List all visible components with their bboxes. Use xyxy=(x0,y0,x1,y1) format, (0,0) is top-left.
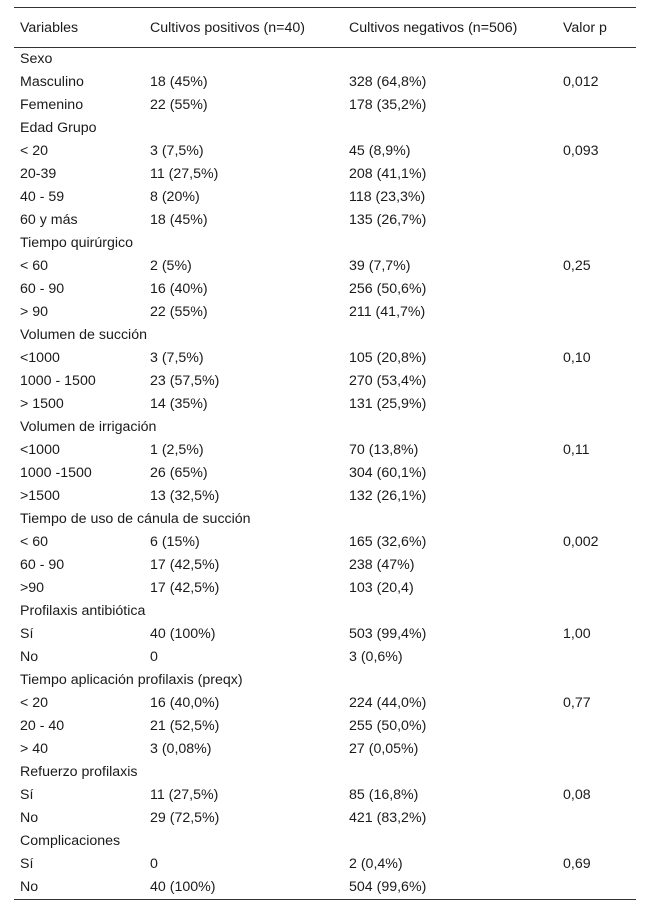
positivos-cell: 0 xyxy=(150,856,158,872)
table-row xyxy=(14,738,636,761)
positivos-cell: 13 (32,5%) xyxy=(150,488,220,504)
positivos-cell: 40 (100%) xyxy=(150,626,216,642)
positivos-cell: 29 (72,5%) xyxy=(150,810,220,826)
negativos-cell: 39 (7,7%) xyxy=(349,258,411,274)
valor-p-cell xyxy=(557,94,636,117)
group-heading-cell: Tiempo de uso de cánula de succión xyxy=(20,511,251,527)
valor-p-cell: 0,093 xyxy=(563,143,599,159)
variable-cell: > 40 xyxy=(20,741,49,757)
negativos-cell: 103 (20,4) xyxy=(349,580,414,596)
positivos-cell: 0 xyxy=(150,649,158,665)
positivos-cell: 14 (35%) xyxy=(150,396,208,412)
variable-cell: 60 - 90 xyxy=(20,557,65,573)
variable-cell: 20 - 40 xyxy=(20,718,65,734)
variable-cell: 40 - 59 xyxy=(20,189,65,205)
table-row xyxy=(14,531,636,554)
variable-cell: Sí xyxy=(20,626,34,642)
group-heading-cell: Volumen de irrigación xyxy=(20,419,157,435)
table-row xyxy=(14,853,636,876)
table-row xyxy=(14,761,636,784)
valor-p-cell xyxy=(557,807,636,830)
valor-p-cell xyxy=(557,554,636,577)
valor-p-cell: 0,08 xyxy=(563,787,591,803)
table-row xyxy=(14,255,636,278)
variable-cell: 60 y más xyxy=(20,212,78,228)
positivos-cell: 1 (2,5%) xyxy=(150,442,204,458)
negativos-cell: 208 (41,1%) xyxy=(349,166,427,182)
positivos-cell: 6 (15%) xyxy=(150,534,200,550)
table-row xyxy=(14,807,636,830)
positivos-cell: 22 (55%) xyxy=(150,97,208,113)
table-row xyxy=(14,48,636,71)
negativos-cell: 255 (50,0%) xyxy=(349,718,427,734)
valor-p-cell xyxy=(557,738,636,761)
group-heading-cell: Sexo xyxy=(20,51,53,68)
table-row xyxy=(14,393,636,416)
positivos-cell: 2 (5%) xyxy=(150,258,192,274)
table-row xyxy=(14,508,636,531)
negativos-cell: 304 (60,1%) xyxy=(349,465,427,481)
variable-cell: No xyxy=(20,810,39,826)
negativos-cell: 118 (23,3%) xyxy=(349,189,426,205)
table-row xyxy=(14,646,636,669)
variable-cell: Sí xyxy=(20,787,34,803)
positivos-cell: 21 (52,5%) xyxy=(150,718,220,734)
table-row xyxy=(14,117,636,140)
table-body xyxy=(14,48,636,900)
table-row xyxy=(14,347,636,370)
valor-p-cell: 0,002 xyxy=(563,534,599,550)
negativos-cell: 27 (0,05%) xyxy=(349,741,419,757)
valor-p-cell xyxy=(557,209,636,232)
variable-cell: >90 xyxy=(20,580,45,596)
variable-cell: < 20 xyxy=(20,143,49,159)
group-heading-cell: Complicaciones xyxy=(20,833,121,849)
group-heading-cell: Volumen de succión xyxy=(20,327,147,343)
negativos-cell: 224 (44,0%) xyxy=(349,695,427,711)
positivos-cell: 3 (0,08%) xyxy=(150,741,212,757)
table-row xyxy=(14,623,636,646)
valor-p-cell xyxy=(557,577,636,600)
positivos-cell: 23 (57,5%) xyxy=(150,373,220,389)
variable-cell: 20-39 xyxy=(20,166,57,182)
negativos-cell: 2 (0,4%) xyxy=(349,856,403,872)
variable-cell: Sí xyxy=(20,856,34,872)
negativos-cell: 256 (50,6%) xyxy=(349,281,427,297)
positivos-cell: 18 (45%) xyxy=(150,74,208,90)
valor-p-cell: 0,69 xyxy=(563,856,591,872)
valor-p-cell: 0,012 xyxy=(563,74,599,90)
group-heading-cell: Tiempo quirúrgico xyxy=(20,235,134,251)
group-heading-cell: Edad Grupo xyxy=(20,120,97,136)
negativos-cell: 135 (26,7%) xyxy=(349,212,427,228)
valor-p-cell: 0,77 xyxy=(563,695,591,711)
variable-cell: > 90 xyxy=(20,304,49,320)
variable-cell: <1000 xyxy=(20,350,60,366)
table-row xyxy=(14,140,636,163)
variable-cell: < 60 xyxy=(20,534,49,550)
table-row xyxy=(14,186,636,209)
results-table xyxy=(14,7,636,900)
variable-cell: > 1500 xyxy=(20,396,64,412)
table-row xyxy=(14,554,636,577)
positivos-cell: 8 (20%) xyxy=(150,189,200,205)
table-row xyxy=(14,784,636,807)
variable-cell: No xyxy=(20,649,39,665)
negativos-cell: 504 (99,6%) xyxy=(349,879,427,896)
group-heading-cell: Profilaxis antibiótica xyxy=(20,603,146,619)
negativos-cell: 165 (32,6%) xyxy=(349,534,427,550)
positivos-cell: 11 (27,5%) xyxy=(150,787,219,803)
positivos-cell: 16 (40%) xyxy=(150,281,208,297)
variable-cell: >1500 xyxy=(20,488,60,504)
negativos-cell: 131 (25,9%) xyxy=(349,396,427,412)
positivos-cell: 18 (45%) xyxy=(150,212,208,228)
variable-cell: 60 - 90 xyxy=(20,281,65,297)
table-row xyxy=(14,232,636,255)
negativos-cell: 211 (41,7%) xyxy=(349,304,426,320)
positivos-cell: 26 (65%) xyxy=(150,465,208,481)
header-cultivos-positivos: Cultivos positivos (n=40) xyxy=(150,19,305,36)
positivos-cell: 17 (42,5%) xyxy=(150,580,220,596)
valor-p-cell xyxy=(557,876,636,900)
valor-p-cell xyxy=(557,301,636,324)
table-row xyxy=(14,577,636,600)
table-row xyxy=(14,324,636,347)
variable-cell: < 20 xyxy=(20,695,49,711)
positivos-cell: 17 (42,5%) xyxy=(150,557,220,573)
group-heading-cell: Refuerzo profilaxis xyxy=(20,764,138,780)
valor-p-cell xyxy=(557,278,636,301)
negativos-cell: 238 (47%) xyxy=(349,557,415,573)
table-header xyxy=(14,8,636,48)
table-row xyxy=(14,209,636,232)
variable-cell: No xyxy=(20,879,39,896)
table-row xyxy=(14,600,636,623)
variable-cell: 1000 -1500 xyxy=(20,465,92,481)
valor-p-cell xyxy=(557,715,636,738)
table-row xyxy=(14,876,636,900)
negativos-cell: 421 (83,2%) xyxy=(349,810,427,826)
negativos-cell: 132 (26,1%) xyxy=(349,488,427,504)
table-row xyxy=(14,715,636,738)
header-row xyxy=(14,8,636,48)
variable-cell: 1000 - 1500 xyxy=(20,373,96,389)
negativos-cell: 85 (16,8%) xyxy=(349,787,419,803)
valor-p-cell xyxy=(557,485,636,508)
table-row xyxy=(14,370,636,393)
variable-cell: <1000 xyxy=(20,442,60,458)
group-heading-cell: Tiempo aplicación profilaxis (preqx) xyxy=(20,672,243,688)
header-variables: Variables xyxy=(20,19,79,36)
table-row xyxy=(14,830,636,853)
header-cultivos-negativos: Cultivos negativos (n=506) xyxy=(349,19,518,36)
table-row xyxy=(14,439,636,462)
positivos-cell: 16 (40,0%) xyxy=(150,695,220,711)
valor-p-cell: 0,25 xyxy=(563,258,591,274)
positivos-cell: 11 (27,5%) xyxy=(150,166,219,182)
table-row xyxy=(14,71,636,94)
table-row xyxy=(14,485,636,508)
negativos-cell: 70 (13,8%) xyxy=(349,442,419,458)
table-row xyxy=(14,692,636,715)
variable-cell: Masculino xyxy=(20,74,84,90)
negativos-cell: 270 (53,4%) xyxy=(349,373,427,389)
valor-p-cell xyxy=(557,462,636,485)
table-row xyxy=(14,278,636,301)
negativos-cell: 178 (35,2%) xyxy=(349,97,427,113)
valor-p-cell xyxy=(557,186,636,209)
negativos-cell: 3 (0,6%) xyxy=(349,649,403,665)
valor-p-cell: 0,10 xyxy=(563,350,591,366)
positivos-cell: 22 (55%) xyxy=(150,304,208,320)
valor-p-cell: 0,11 xyxy=(563,442,590,458)
positivos-cell: 40 (100%) xyxy=(150,879,216,896)
positivos-cell: 3 (7,5%) xyxy=(150,143,204,159)
table-row xyxy=(14,301,636,324)
valor-p-cell: 1,00 xyxy=(563,626,591,642)
table-row xyxy=(14,416,636,439)
valor-p-cell xyxy=(557,370,636,393)
valor-p-cell xyxy=(557,393,636,416)
negativos-cell: 503 (99,4%) xyxy=(349,626,427,642)
table-row xyxy=(14,669,636,692)
negativos-cell: 328 (64,8%) xyxy=(349,74,427,90)
valor-p-cell xyxy=(557,163,636,186)
negativos-cell: 45 (8,9%) xyxy=(349,143,411,159)
negativos-cell: 105 (20,8%) xyxy=(349,350,427,366)
table-row xyxy=(14,94,636,117)
table-row xyxy=(14,163,636,186)
table-row xyxy=(14,462,636,485)
positivos-cell: 3 (7,5%) xyxy=(150,350,204,366)
variable-cell: Femenino xyxy=(20,97,84,113)
header-valor-p: Valor p xyxy=(563,19,607,36)
valor-p-cell xyxy=(557,646,636,669)
variable-cell: < 60 xyxy=(20,258,49,274)
